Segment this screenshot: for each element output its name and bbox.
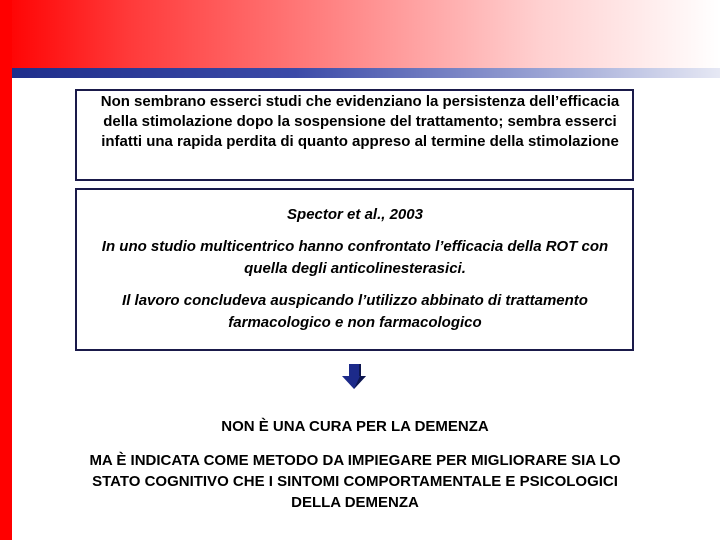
left-accent-bar bbox=[0, 0, 12, 540]
detail-text: MA È INDICATA COME METODO DA IMPIEGARE PER MIGLIORARE SIA LO STATO COGNITIVO CHE I SINTOMI COMPORTAMENTALE E PSICOLOGICI DELLA DEMENZA bbox=[89, 452, 621, 511]
study-text: In uno studio multicentrico hanno confrontato l’efficacia della ROT con quella degli anticolinesterasici. bbox=[101, 238, 609, 277]
conclusion-text: Il lavoro concludeva auspicando l’utilizzo abbinato di trattamento farmacologico e non farmacologico bbox=[122, 292, 588, 331]
citation-text: Spector et al., 2003 bbox=[287, 206, 423, 223]
quote-text: Non sembrano esserci studi che evidenziano la persistenza dell’efficacia della stimolazione dopo la sospensione del trattamento; sembra esserci infatti una rapida perdita di quanto appreso al termine della stimolazione bbox=[100, 93, 620, 150]
header-rule bbox=[12, 68, 720, 78]
arrow-down-icon bbox=[341, 364, 367, 390]
headline-text: NON È UNA CURA PER LA DEMENZA bbox=[221, 418, 489, 435]
header-gradient bbox=[0, 0, 720, 70]
